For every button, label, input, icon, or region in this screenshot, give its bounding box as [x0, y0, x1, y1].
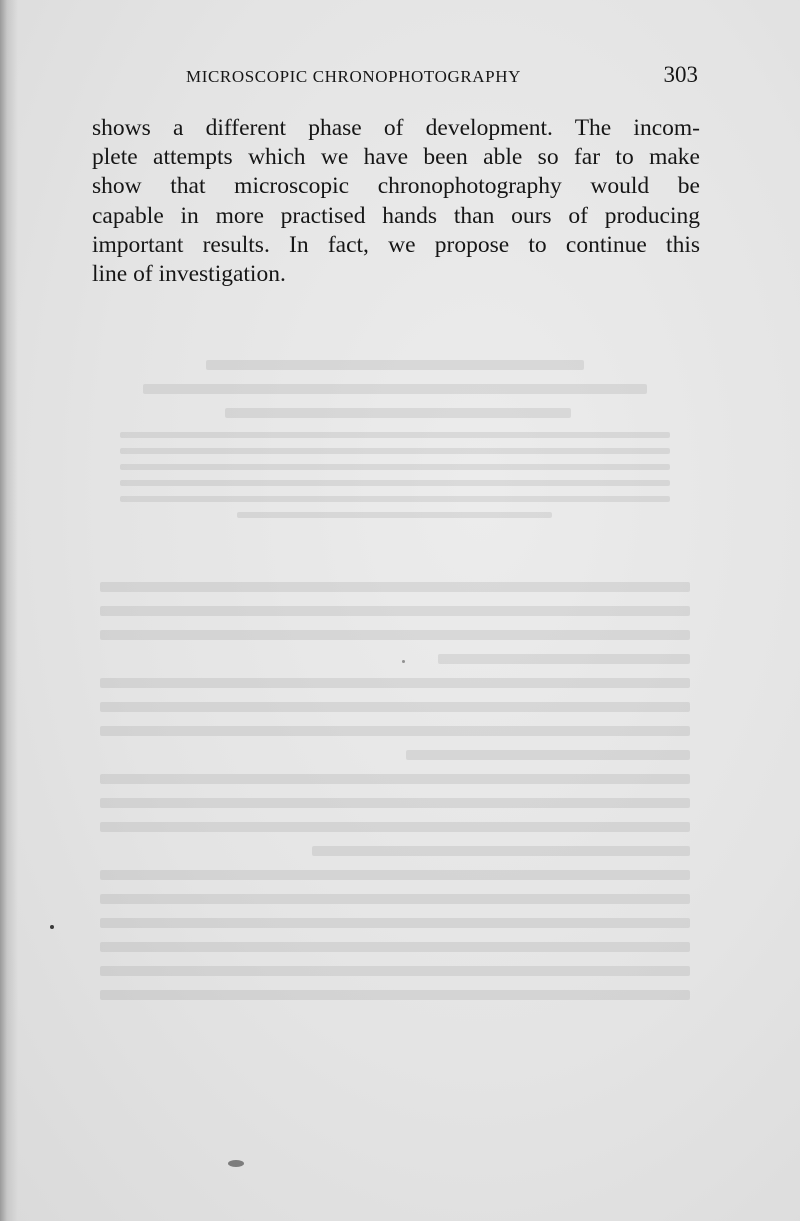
text-line: capable in more practised hands than ours of producing [92, 202, 700, 229]
text-line: shows a different phase of development. The incom- [92, 115, 700, 141]
running-title: MICROSCOPIC CHRONOPHOTOGRAPHY [186, 67, 521, 86]
show-through-reverse-page [80, 310, 710, 1160]
binding-shadow [0, 0, 18, 1221]
paper-speck [50, 925, 54, 929]
text-line: important results. In fact, we propose to continue this [92, 231, 700, 258]
text-line: line of investigation. [92, 261, 286, 288]
paper-speck [402, 660, 405, 663]
paper-speck [228, 1160, 244, 1167]
body-paragraph [92, 114, 700, 289]
text-line: show that microscopic chronophotography would be [92, 173, 700, 200]
page-number: 303 [663, 62, 698, 87]
text-line: plete attempts which we have been able so far to make [92, 144, 700, 171]
running-head [186, 62, 698, 90]
